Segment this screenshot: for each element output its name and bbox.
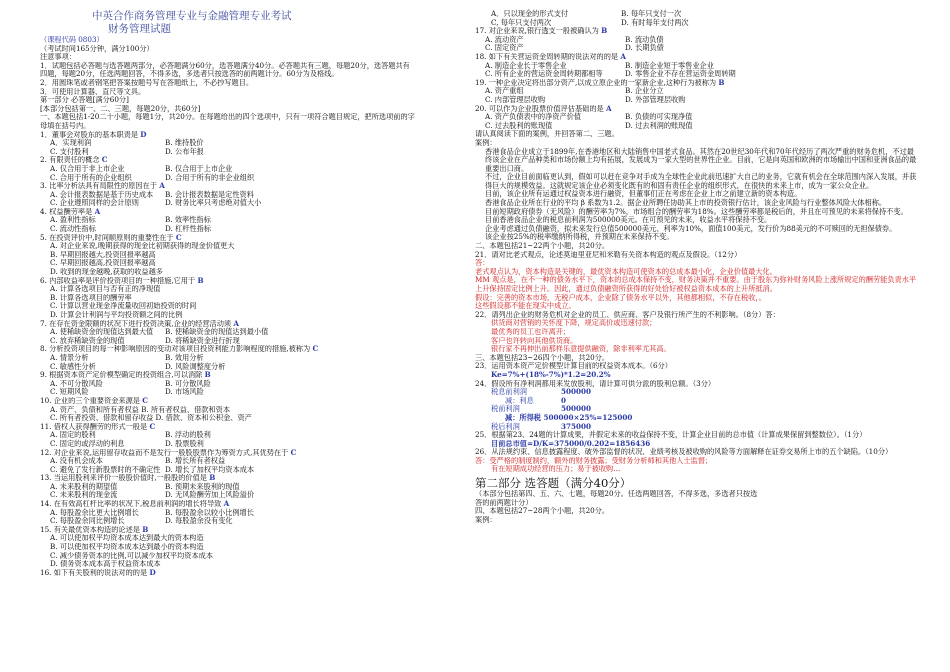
section1-instructions: 母填在括号内。 [40,121,91,130]
case-paragraph: 目前香港食品企业的税息前利润为500000美元。在可预见的未来，收益水平将保持不变。 [485,215,772,225]
answer-key: D [149,568,156,577]
answer-key: B [209,474,216,483]
option-row [40,388,472,397]
option-a: A. 未来股利的期望值 [50,481,118,491]
question-text: 15. 有关最优资本构造的论述是 [40,525,143,534]
option-c: C. 内部管理层收购 [485,94,546,104]
case-paragraph: 香港食品企业成立于1899年,在香港地区和大陆销售中国老式食品。其然在20世纪30年代和70年代经历了两次严重的财务危机，不过最终该企业在产品种类和市场份额上均有拓展，发展成为一家大型的世界性企业。目前，它是向英国和欧洲的市场输出中国和亚洲食品的最重要出口商。 [485,146,917,173]
option-b: B. 预期未来股利的现值 [165,481,240,491]
question-text: 18. 如下有关营运资金周转期的说法对的的是 [475,52,621,61]
option-b: B. 企业分立 [625,86,664,96]
question-16 [40,569,472,578]
option-row [40,363,472,372]
answer-text: 老式观点认为，资本构造是关键的，最优资本构造可使资本的总成本最小化，企业价值最大化。 [475,266,777,276]
option-d: D. 长期负债 [625,43,664,53]
option-a: A. 制造企业长于零售企业 [485,60,567,70]
option-row [40,225,472,234]
option-d: D. 计算会计利润与平均投资额之间的比例 [50,311,183,319]
option-c: C. 减少债务资本的比例,可以减少加权平均资本成本 [50,551,214,560]
calc-label: 税前利润 [491,404,520,414]
question-24: 24．假设所有净利润都用来发放股利，请计算可供分派的股利总额。（3分） [475,379,716,388]
case-label: 案例： [475,515,497,524]
answer-key: A [620,52,626,61]
question-8 [40,345,472,354]
calc-row [475,397,920,406]
option-a: A. 没有机会成本 [50,456,103,466]
question-text: 8. 分析投资项目的每一种影响原因的变动对该项目投资利能力影响程度的措施,被称为 [40,345,313,354]
option-a: A. 资产负债表中的净资产价值 [485,112,582,122]
option-d: D. 财务比率只考虑绝对值大小 [165,198,262,208]
answer-text: 供货商对营销的关怀度下降，规定高价或迅速付款； [491,319,657,328]
case-paragraph: 不过，企业目前面临更认到，假如可以赶在竞争对手成为全球性企业此前迅速扩大自己的业务，它就有机会在全球范围内深入发展，并获得巨大的规模效益。这就规定该企业必须变化既有的和固有责任企业的组织形式，在很快的未来上市，成为一家公众企业。 [485,172,917,190]
question-text: 6. 内部收益率是评价投资项目的一种措施,它用于 [40,276,198,285]
option-row [40,380,472,389]
question-text: 2. 有限责任的概念 [40,156,102,165]
option-b: B. 负债的可实现净值 [625,112,693,122]
calc-row [475,388,920,397]
answer-key: D [140,130,147,139]
answer-key: C [101,156,108,165]
question-23: 23．运用资本资产定价模型计算目前的权益资本成本。（6分） [475,362,672,371]
part2-note: 答的前两题计分） [475,498,533,507]
option-row: C. 所有者投资、借款和留存收益 D. 借款、资本和公积金、资产 [50,414,252,423]
answer-key: C [312,345,319,354]
answer-key: A [223,500,230,509]
option-row [40,174,472,183]
question-5 [40,234,472,243]
option-b: B. 早期回报越大,投资回报率越高 [50,250,156,259]
answer-key: B [197,276,204,285]
option-b: B. 每年只支付一次 [621,9,682,18]
option-c: C. 企业遵照同样的会计原则 [50,198,139,208]
right-column [475,10,920,524]
section4-heading: 四、本题包括27~28两个小题，共20分。 [475,507,610,516]
option-row [40,139,472,148]
option-c: C, 每年只支付两次 [491,17,552,27]
option-d: D. 合用于所有的非企业组织 [165,172,255,182]
option-b: B. 计算各选项目的酬劳率 [50,293,132,302]
option-b: B. 每股盈余以较小比例增长 [165,507,254,517]
option-c: C. 过去股利的账现值 [485,120,553,130]
calc-value: 500000 [561,387,592,397]
question-9 [40,371,472,380]
question-text: 17. 对企业来说,银行透支一般被确认为 [475,27,602,36]
option-d: D. 零售企业不存在营运资金周转期 [625,69,736,79]
answer-key: B [718,78,725,87]
left-column [40,10,472,577]
option-b: B. 会计报表数据是定性资料 [165,189,254,199]
option-a: A. 对企业来说,晚期获得的现金比初期获得的现金价值更大 [50,242,235,251]
answer-formula: Ke=7%+(18%-7%)*1.2=20.2% [491,370,611,379]
option-c: C. 合用于所有的企业组织 [50,172,132,182]
question-text: 14. 在有效高杠杆比率的状况下,税息前利润的增长将导致 [40,500,224,509]
option-a: A. 情景分析 [50,352,89,362]
answer-text: 假设：完善的资本市场，无税户成本，企业除了债务水平以外，其他都相似，不存在税收，。 [475,292,767,302]
option-c: C. 流动性指标 [50,224,96,234]
answer-text: 有在短期成功经营的压力；易于被收购… [491,465,621,474]
option-d: D. 有时每年支付两次 [621,17,689,27]
option-c: C. 避免了发行新股票时的不确定性 [50,464,161,474]
option-b: B. 可以使加权平均资本成本达到最小的资本构造 [50,543,204,552]
option-a: A. 可以使加权平均资本成本达到最大的资本构造 [50,534,204,543]
question-11 [40,423,472,432]
option-b: B. 可分散风险 [165,378,211,388]
case-paragraph: 该企业按25%的税率缴纳所得税，并预期在未来保持不变。 [485,232,674,242]
question-17 [475,27,920,36]
option-a: A. 计算各选项目与否有正的净现值 [50,285,161,294]
course-code: （课程代码 0803） [40,36,104,44]
option-b: B. 使稀缺资金的现值达到最小值 [165,327,269,337]
answer-text: 银行家不再伸出前那样乐意提供融资，除非利率尤其高。 [491,345,671,354]
option-c: C. 计算以营业现金净流量收回初始投资的时间 [50,302,197,311]
question-21: 21．请对比老式观点，论述莫迪里亚尼和米勒有关资本构造的观点及假设。（12分） [475,250,742,259]
answer-key: B [601,27,608,36]
calc-value: 375000 [561,421,592,431]
option-b: B. 增长所有者权益 [165,456,226,466]
exam-title-line1: 中英合作商务管理专业与金融管理专业考试 [92,10,292,22]
option-d: D. 杠杆性指标 [165,224,212,234]
option-row [40,148,472,157]
calc-row [475,414,920,423]
question-12 [40,449,472,458]
question-text: 10. 企业的三个重要资金来源是 [40,396,143,405]
option-c: C. 早期回报越高,投资回报率越高 [50,259,156,268]
option-b: B. 效用分析 [165,352,204,362]
case-paragraph: 目前短期政府债券（无风险）的酬劳率为7%，市场组合的酬劳率为18%。这些酬劳率都是税后的，并且在可预见的未来将保持不变。 [485,206,908,216]
option-d: D. 过去利润的账现值 [625,120,693,130]
option-b: B. 浮动的股利 [165,430,211,440]
calc-label: 税后利润 [491,421,520,431]
option-c: C. 敏感性分析 [50,361,96,371]
case-label: 案例： [475,138,497,147]
option-c: C. 放弃稀缺资金的现值 [50,335,125,345]
part1-heading: 第一部分 必答题[满分60分] [40,96,129,105]
option-b: B. 维持股价 [165,138,204,148]
option-row [475,44,920,53]
option-d: D. 公布年报 [165,146,204,156]
option-a: A. 盈利性指标 [50,215,96,225]
option-row [40,517,472,526]
option-d: D. 收到的现金越晚,获取的收益越多 [50,268,163,277]
option-c: C. 每股盈余同比例增长 [50,516,125,526]
calc-label: 减：所得税 500000×25%=125000 [505,412,633,422]
option-d: D. 增长了加权平均资本成本 [165,464,255,474]
question-text: 9. 根据资本资产定价模型确定的投资组合,可以消除 [40,371,205,380]
answer-label: 答： [475,259,490,268]
option-d: D. 股票股利 [165,438,204,448]
option-c: C. 短期风险 [50,387,89,397]
option-row [40,199,472,208]
question-10 [40,397,472,406]
option-row [40,216,472,225]
option-row [40,337,472,346]
question-text: 19. 一种企业决定将出部分资产,以成立原企业的一家新企业,这种行为被称为 [475,78,719,87]
option-c: C. 固定资产 [485,43,524,53]
question-19 [475,79,920,88]
option-d: D. 将稀缺资金进行折现 [165,335,240,345]
question-25: 25．根据第23、24题的计算成果，并假定未来的收益保持不变，计算企业目前的总市值（计算成果保留到整数位）。（1分） [475,430,867,440]
option-c: C. 所有企业的营运资金周转期都相等 [485,69,603,79]
exam-title-line2: 财务管理试题 [108,23,171,35]
note-line: 2．用圆珠笔或者钢笔把答案按题号写在答题纸上，不必抄写题目。 [40,78,254,87]
option-b: B. 仅合用于上市企业 [165,163,233,173]
question-text: 20. 可以作为企业股票价值评估基础的是 [475,104,607,113]
note-line: 1．试题包括必答题与选答题两部分，必答题满分60分，选答题满分40分。必答题共有三题，每题20分，选答题共有 [40,61,410,70]
question-22: 22．请列出企业的财务危机对企业的员工、供应商、客户及银行所产生的不利影响。（8分）答： [475,310,780,319]
question-text: 16. 如下有关股利的说法对的的是 [40,568,150,577]
answer-text: 这些假设都不能在现实中成立。 [475,301,576,311]
question-text: 7. 在存在资金限额的状况下进行投资决策,企业的经营活动须 [40,319,234,328]
question-4 [40,208,472,217]
question-1 [40,131,472,140]
answer-text: 答：受严格的制度制约，额外的财务披露；受财务分析师和其他人士监督； [475,456,713,465]
option-a: A．实现利润 [50,138,92,148]
question-text: 13. 当运用股利来评价一般股价值时,一般股的价值是 [40,474,210,483]
question-text: 3. 比率分析法具有局限性的原因在于 [40,182,160,191]
question-text: 4. 权益酬劳率是 [40,207,95,216]
option-c: C. 未来股利的现金流 [50,490,118,500]
calc-label: 减：利息 [505,395,534,405]
option-a: A. 资产重组 [485,86,524,96]
answer-key: B [204,371,211,380]
option-row [475,19,920,28]
answer-key: C [290,448,297,457]
exam-time: （考试时间165分钟，满分100分） [40,44,154,53]
answer-key: A [606,104,612,113]
option-d: D. 债务资本成本高于权益资本成本 [50,560,161,569]
question-26: 26．从法规约束、信息披露程度、破外部监督的状况、业绩考核及被收购的风险等方面解释在证券交易所上市的五个缺陷。（10分） [475,447,893,457]
answer-key: A [159,182,165,191]
answer-key: A [233,319,239,328]
option-a: A. 仅合用于非上市企业 [50,163,125,173]
case-intro: 请认真阅读下面的案例，并回答第二、三题。 [475,130,619,139]
note-line: 3．可使用计算器、直尺等文具。 [40,87,146,96]
option-row [40,354,472,363]
option-b: B. 制造企业短于零售业企业 [625,60,714,70]
option-row: A. 资产、负债和所有者权益 B. 所有者权益、借款和资本 [50,405,231,414]
option-b: B. 效率性指标 [165,215,211,225]
calc-value: 0 [561,395,567,405]
option-row [40,466,472,475]
case-paragraph: 目前，该企业所有运通过权益资本进行融资，但董事们正在考虑在企业上市之前建立新的资本构造。 [485,189,802,199]
option-d: D. 风险调整度分析 [165,361,226,371]
option-row [475,36,920,45]
option-a: A. 使稀缺资金的现值达到最大值 [50,327,154,337]
answer-key: C [149,422,156,431]
calc-label: 税息前利润 [491,387,527,397]
option-c: C. 支付股利 [50,146,89,156]
option-c: C. 固定的或浮动的利息 [50,438,125,448]
section1-instructions: 一、本题包括1-20二十小题，每题1分，共20分。在每题给出的四个选项中，只有一项符合题目规定，把所选项前的字 [40,113,415,122]
answer-key: B [142,525,149,534]
option-b: B. 流动负债 [625,34,664,44]
question-text: 5. 在投资评价中,时间顺原则的重要性在于 [40,233,176,242]
option-a: A. 流动资产 [485,34,524,44]
part1-subheading: [本部分包括第一、二、三题，每题20分，共60分] [40,104,201,113]
question-text: 1．董事会对股东的基本职责是 [40,130,141,139]
option-d: D. 外部管理层收购 [625,94,686,104]
question-text: 11. 借权人获得酬劳的形式一般是 [40,422,150,431]
part2-heading: 第二部分 选答题（满分40分） [475,476,632,491]
answer-text: 客户也许转向其他供货商。 [491,336,578,345]
question-6 [40,277,472,286]
question-15 [40,526,472,535]
answer-key: A [94,207,101,216]
notes-heading: 注意事项： [40,53,76,62]
option-d: D. 无风险酬劳加上风险溢价 [165,490,255,500]
answer-formula: 目前总市值=D/K=375000/0.202=1856436 [491,439,651,448]
answer-key: C [142,396,148,405]
section3-heading: 三、本题包括23~26四个小题，共20分。 [475,353,610,362]
option-a: A. 会计报表数据是基于历史成本 [50,189,154,199]
answer-key: C [175,233,182,242]
section2-heading: 二、本题包括21~22两个小题，共20分。 [475,242,610,251]
case-paragraph: 企业考虑通过负债融资，拟未来发行总值500000美元、利率为10%，面值100美元，发行价为88美元的不可赎回的无担保债券。 [485,223,897,233]
option-row [475,70,920,79]
option-d: D. 市场风险 [165,387,204,397]
option-a: A. 每股盈余比更大比例增长 [50,507,139,517]
option-a: A．只以现金的形式支付 [491,9,569,18]
answer-text: 最优秀的员工也许离开； [491,327,571,336]
option-d: D. 每股盈余没有变化 [165,516,233,526]
question-text: 12. 对企业来说,运用留存收益而不是发行一般股股票作为筹资方式,其优势在于 [40,448,291,457]
option-row [40,440,472,449]
option-row [475,96,920,105]
option-row [40,491,472,500]
answer-text: MM 观点是，在不一种的债务水平下，资本的总成本保持不变，财务决策并不重要。由于股东为弥补财务风险上涨所规定的酬劳能负责水平上升保持固定比例上升。因此，通过负债融资所获得的好处恰好被权益资本成本的上升所抵消。 [475,275,917,293]
option-row [475,122,920,131]
note-line: 四题，每题20分，任选两题回答，不得多选，多选者只按选答的前两题计分。60分为及格线。 [40,70,339,79]
calc-value: 500000 [561,404,592,414]
option-a: A. 不可分散风险 [50,378,103,388]
case-paragraph: 香港食品企业所在行业的平均 β 系数为1.2。据企业所聘任协助其上市的投资银行估计，该企业风险与行业整体风险大体相称。 [485,198,887,208]
option-a: A. 固定的股利 [50,430,96,440]
part2-note: （本部分包括第四、五、六、七题，每题20分。任选两题回答，不得多选，多选者只按选 [475,490,758,499]
